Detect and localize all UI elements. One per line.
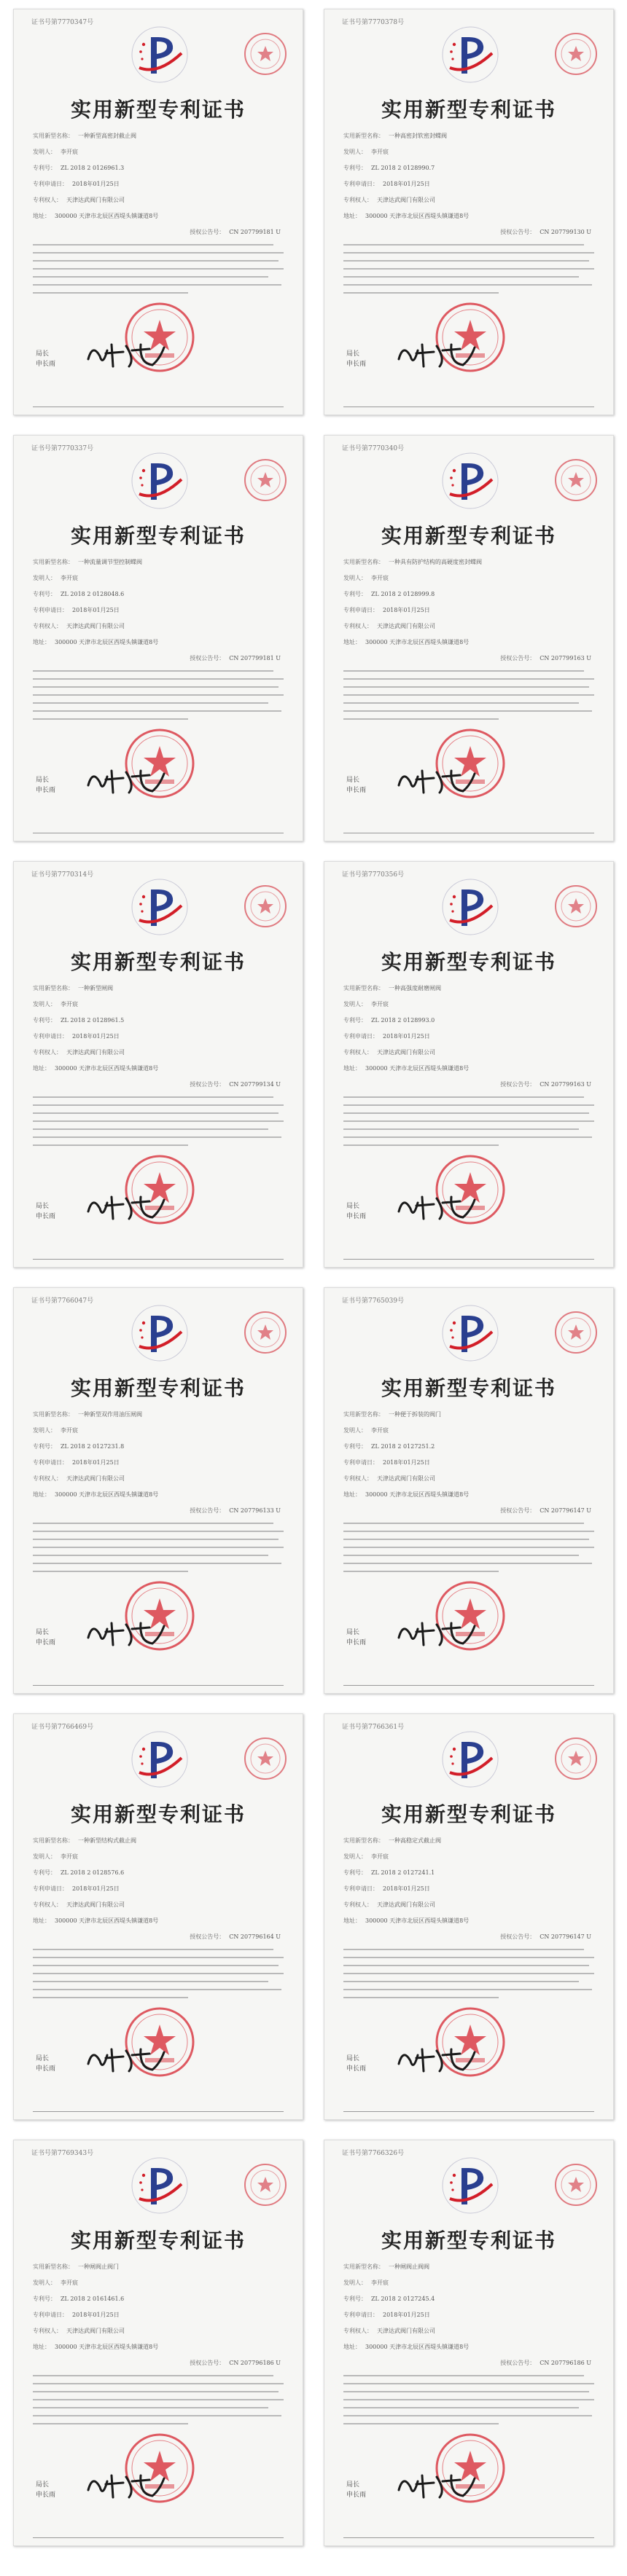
application-date-field: 专利申请日： 2018年01月25日 bbox=[343, 181, 430, 187]
director-block: 局长 申长雨 bbox=[346, 1629, 367, 1646]
director-block: 局长 申长雨 bbox=[346, 2055, 367, 2073]
inventor-field: 发明人： 李开宸 bbox=[33, 2279, 78, 2286]
certificate-body-text bbox=[343, 2375, 594, 2431]
application-date-field: 专利申请日： 2018年01月25日 bbox=[343, 1033, 430, 1040]
patent-number-field: 专利号： ZL 2018 2 0128961.5 bbox=[33, 1017, 125, 1024]
certificate-title: 实用新型专利证书 bbox=[381, 98, 556, 122]
invention-name-field: 实用新型名称： 一种闸阀止阀门 bbox=[33, 2263, 119, 2270]
patent-certificate bbox=[324, 1287, 614, 1694]
patent-certificate bbox=[13, 861, 303, 1268]
invention-name-field: 实用新型名称： 一种新型双作用油压闸阀 bbox=[33, 1411, 142, 1418]
patent-office-logo bbox=[440, 450, 501, 511]
certificate-body-text bbox=[33, 244, 284, 300]
patentee-field: 专利权人： 天津达武阀门有限公司 bbox=[343, 623, 435, 629]
certificate-number: 证书号第7770337号 bbox=[31, 445, 94, 452]
certificate-title: 实用新型专利证书 bbox=[70, 2229, 246, 2253]
director-signature bbox=[394, 1616, 482, 1649]
patent-certificate bbox=[13, 1713, 303, 2120]
inventor-field: 发明人： 李开宸 bbox=[343, 2279, 389, 2286]
patent-certificate bbox=[13, 2140, 303, 2546]
certificate-title: 实用新型专利证书 bbox=[70, 524, 246, 548]
patent-number-field: 专利号： ZL 2018 2 0127241.1 bbox=[343, 1869, 435, 1876]
application-date-field: 专利申请日： 2018年01月25日 bbox=[343, 1459, 430, 1466]
patentee-field: 专利权人： 天津达武阀门有限公司 bbox=[33, 1475, 125, 1482]
address-field: 地址： 300000 天津市北辰区西堤头镇谦道8号 bbox=[343, 2344, 470, 2350]
patent-office-logo bbox=[129, 876, 190, 938]
red-seal-icon bbox=[243, 2162, 288, 2207]
inventor-field: 发明人： 李开宸 bbox=[33, 575, 78, 581]
inventor-field: 发明人： 李开宸 bbox=[343, 575, 389, 581]
director-block: 局长 申长雨 bbox=[346, 350, 367, 368]
patent-number-field: 专利号： ZL 2018 2 0128048.6 bbox=[33, 591, 125, 597]
address-field: 地址： 300000 天津市北辰区西堤头镇谦道8号 bbox=[343, 1065, 470, 1072]
certificate-title: 实用新型专利证书 bbox=[70, 1802, 246, 1826]
director-signature bbox=[394, 337, 482, 371]
authorization-number-field: 授权公告号： CN 207796147 U bbox=[500, 1933, 591, 1940]
footer-divider bbox=[343, 2537, 594, 2538]
certificate-number: 证书号第7770340号 bbox=[342, 445, 405, 452]
patent-number-field: 专利号： ZL 2018 2 0161461.6 bbox=[33, 2296, 125, 2302]
authorization-number-field: 授权公告号： CN 207799134 U bbox=[190, 1081, 281, 1088]
authorization-number-field: 授权公告号： CN 207796186 U bbox=[190, 2360, 281, 2366]
invention-name-field: 实用新型名称： 一种高强度耐磨闸阀 bbox=[343, 985, 441, 991]
director-signature bbox=[394, 763, 482, 797]
footer-divider bbox=[33, 1685, 284, 1686]
red-seal-icon bbox=[243, 458, 288, 503]
director-block: 局长 申长雨 bbox=[36, 777, 56, 794]
patentee-field: 专利权人： 天津达武阀门有限公司 bbox=[33, 1049, 125, 1056]
director-block: 局长 申长雨 bbox=[346, 1203, 367, 1220]
patent-certificate bbox=[324, 861, 614, 1268]
certificate-body-text bbox=[343, 244, 594, 300]
patent-number-field: 专利号： ZL 2018 2 0127245.4 bbox=[343, 2296, 435, 2302]
patent-certificate bbox=[324, 9, 614, 415]
patent-office-logo bbox=[440, 2155, 501, 2216]
patent-number-field: 专利号： ZL 2018 2 0128576.6 bbox=[33, 1869, 125, 1876]
address-field: 地址： 300000 天津市北辰区西堤头镇谦道8号 bbox=[343, 639, 470, 645]
certificate-body-text bbox=[343, 1523, 594, 1579]
invention-name-field: 实用新型名称： 一种高密封软密封蝶阀 bbox=[343, 133, 447, 139]
certificate-title: 实用新型专利证书 bbox=[381, 1802, 556, 1826]
patent-number-field: 专利号： ZL 2018 2 0128999.8 bbox=[343, 591, 435, 597]
patentee-field: 专利权人： 天津达武阀门有限公司 bbox=[343, 2328, 435, 2334]
patentee-field: 专利权人： 天津达武阀门有限公司 bbox=[343, 1049, 435, 1056]
certificate-body-text bbox=[33, 1949, 284, 2005]
red-seal-icon bbox=[243, 1310, 288, 1355]
inventor-field: 发明人： 李开宸 bbox=[33, 1427, 78, 1434]
certificate-body-text bbox=[343, 670, 594, 726]
address-field: 地址： 300000 天津市北辰区西堤头镇谦道8号 bbox=[33, 1491, 159, 1498]
invention-name-field: 实用新型名称： 一种新型闸阀 bbox=[33, 985, 113, 991]
footer-divider bbox=[33, 2537, 284, 2538]
authorization-number-field: 授权公告号： CN 207799130 U bbox=[500, 229, 591, 235]
certificate-body-text bbox=[33, 2375, 284, 2431]
footer-divider bbox=[343, 2111, 594, 2112]
patent-certificate bbox=[324, 1713, 614, 2120]
certificate-title: 实用新型专利证书 bbox=[70, 950, 246, 974]
red-seal-icon bbox=[243, 31, 288, 76]
director-signature bbox=[84, 1616, 171, 1649]
authorization-number-field: 授权公告号： CN 207796186 U bbox=[500, 2360, 591, 2366]
patent-office-logo bbox=[440, 1729, 501, 1790]
director-block: 局长 申长雨 bbox=[346, 2481, 367, 2499]
certificate-title: 实用新型专利证书 bbox=[381, 524, 556, 548]
patentee-field: 专利权人： 天津达武阀门有限公司 bbox=[343, 1475, 435, 1482]
inventor-field: 发明人： 李开宸 bbox=[343, 149, 389, 155]
certificate-number: 证书号第7766469号 bbox=[31, 1724, 94, 1731]
invention-name-field: 实用新型名称： 一种高稳定式截止阀 bbox=[343, 1837, 441, 1844]
patent-certificate bbox=[13, 9, 303, 415]
director-block: 局长 申长雨 bbox=[36, 350, 56, 368]
inventor-field: 发明人： 李开宸 bbox=[343, 1001, 389, 1008]
certificate-body-text bbox=[33, 1523, 284, 1579]
director-block: 局长 申长雨 bbox=[36, 2481, 56, 2499]
certificate-number: 证书号第7766361号 bbox=[342, 1724, 405, 1731]
certificate-number: 证书号第7766326号 bbox=[342, 2150, 405, 2157]
patentee-field: 专利权人： 天津达武阀门有限公司 bbox=[33, 2328, 125, 2334]
director-signature bbox=[394, 2042, 482, 2076]
patent-office-logo bbox=[129, 1303, 190, 1364]
certificate-number: 证书号第7770356号 bbox=[342, 871, 405, 879]
authorization-number-field: 授权公告号： CN 207796147 U bbox=[500, 1507, 591, 1514]
director-signature bbox=[84, 1190, 171, 1223]
red-seal-icon bbox=[553, 1736, 599, 1781]
address-field: 地址： 300000 天津市北辰区西堤头镇谦道8号 bbox=[33, 213, 159, 219]
patent-number-field: 专利号： ZL 2018 2 0128990.7 bbox=[343, 165, 435, 171]
application-date-field: 专利申请日： 2018年01月25日 bbox=[343, 607, 430, 613]
authorization-number-field: 授权公告号： CN 207796133 U bbox=[190, 1507, 281, 1514]
patentee-field: 专利权人： 天津达武阀门有限公司 bbox=[33, 623, 125, 629]
application-date-field: 专利申请日： 2018年01月25日 bbox=[33, 2312, 120, 2318]
authorization-number-field: 授权公告号： CN 207799163 U bbox=[500, 655, 591, 661]
patent-number-field: 专利号： ZL 2018 2 0128993.0 bbox=[343, 1017, 435, 1024]
certificate-number: 证书号第7770378号 bbox=[342, 19, 405, 26]
patent-number-field: 专利号： ZL 2018 2 0127231.8 bbox=[33, 1443, 125, 1450]
director-block: 局长 申长雨 bbox=[36, 1203, 56, 1220]
director-block: 局长 申长雨 bbox=[36, 1629, 56, 1646]
certificate-number: 证书号第7765039号 bbox=[342, 1297, 405, 1305]
director-block: 局长 申长雨 bbox=[346, 777, 367, 794]
red-seal-icon bbox=[553, 458, 599, 503]
red-seal-icon bbox=[243, 884, 288, 929]
patentee-field: 专利权人： 天津达武阀门有限公司 bbox=[343, 197, 435, 203]
certificate-title: 实用新型专利证书 bbox=[381, 2229, 556, 2253]
footer-divider bbox=[343, 1685, 594, 1686]
address-field: 地址： 300000 天津市北辰区西堤头镇谦道8号 bbox=[343, 1917, 470, 1924]
address-field: 地址： 300000 天津市北辰区西堤头镇谦道8号 bbox=[343, 213, 470, 219]
invention-name-field: 实用新型名称： 一种新型高密封截止阀 bbox=[33, 133, 136, 139]
certificate-title: 实用新型专利证书 bbox=[381, 950, 556, 974]
footer-divider bbox=[33, 1259, 284, 1260]
director-signature bbox=[84, 763, 171, 797]
patent-office-logo bbox=[440, 876, 501, 938]
application-date-field: 专利申请日： 2018年01月25日 bbox=[33, 607, 120, 613]
footer-divider bbox=[33, 2111, 284, 2112]
authorization-number-field: 授权公告号： CN 207799163 U bbox=[500, 1081, 591, 1088]
patent-number-field: 专利号： ZL 2018 2 0126961.3 bbox=[33, 165, 125, 171]
patent-office-logo bbox=[129, 1729, 190, 1790]
patent-number-field: 专利号： ZL 2018 2 0127251.2 bbox=[343, 1443, 435, 1450]
patent-certificate bbox=[324, 435, 614, 841]
application-date-field: 专利申请日： 2018年01月25日 bbox=[33, 181, 120, 187]
address-field: 地址： 300000 天津市北辰区西堤头镇谦道8号 bbox=[33, 1917, 159, 1924]
footer-divider bbox=[343, 1259, 594, 1260]
red-seal-icon bbox=[553, 884, 599, 929]
address-field: 地址： 300000 天津市北辰区西堤头镇谦道8号 bbox=[343, 1491, 470, 1498]
invention-name-field: 实用新型名称： 一种流量调节型控制蝶阀 bbox=[33, 559, 142, 565]
authorization-number-field: 授权公告号： CN 207799181 U bbox=[190, 655, 281, 661]
authorization-number-field: 授权公告号： CN 207799181 U bbox=[190, 229, 281, 235]
patent-office-logo bbox=[129, 24, 190, 85]
certificate-body-text bbox=[343, 1096, 594, 1152]
application-date-field: 专利申请日： 2018年01月25日 bbox=[33, 1885, 120, 1892]
director-signature bbox=[394, 2468, 482, 2502]
red-seal-icon bbox=[553, 2162, 599, 2207]
red-seal-icon bbox=[553, 31, 599, 76]
director-signature bbox=[84, 2042, 171, 2076]
director-signature bbox=[84, 337, 171, 371]
red-seal-icon bbox=[243, 1736, 288, 1781]
director-signature bbox=[84, 2468, 171, 2502]
patentee-field: 专利权人： 天津达武阀门有限公司 bbox=[343, 1901, 435, 1908]
patent-certificate bbox=[13, 435, 303, 841]
certificate-title: 实用新型专利证书 bbox=[70, 98, 246, 122]
invention-name-field: 实用新型名称： 一种具有防护结构的高硬度密封蝶阀 bbox=[343, 559, 482, 565]
patent-office-logo bbox=[129, 450, 190, 511]
patent-office-logo bbox=[440, 1303, 501, 1364]
certificate-body-text bbox=[343, 1949, 594, 2005]
invention-name-field: 实用新型名称： 一种新型结构式截止阀 bbox=[33, 1837, 136, 1844]
certificate-title: 实用新型专利证书 bbox=[70, 1376, 246, 1400]
application-date-field: 专利申请日： 2018年01月25日 bbox=[33, 1459, 120, 1466]
inventor-field: 发明人： 李开宸 bbox=[33, 1001, 78, 1008]
certificate-title: 实用新型专利证书 bbox=[381, 1376, 556, 1400]
invention-name-field: 实用新型名称： 一种闸阀止阀阀 bbox=[343, 2263, 429, 2270]
patentee-field: 专利权人： 天津达武阀门有限公司 bbox=[33, 1901, 125, 1908]
patent-office-logo bbox=[440, 24, 501, 85]
patent-certificate bbox=[13, 1287, 303, 1694]
inventor-field: 发明人： 李开宸 bbox=[343, 1427, 389, 1434]
address-field: 地址： 300000 天津市北辰区西堤头镇谦道8号 bbox=[33, 2344, 159, 2350]
inventor-field: 发明人： 李开宸 bbox=[33, 1853, 78, 1860]
certificate-number: 证书号第7769343号 bbox=[31, 2150, 94, 2157]
patent-office-logo bbox=[129, 2155, 190, 2216]
application-date-field: 专利申请日： 2018年01月25日 bbox=[343, 1885, 430, 1892]
inventor-field: 发明人： 李开宸 bbox=[33, 149, 78, 155]
certificate-number: 证书号第7766047号 bbox=[31, 1297, 94, 1305]
patent-certificate bbox=[324, 2140, 614, 2546]
inventor-field: 发明人： 李开宸 bbox=[343, 1853, 389, 1860]
application-date-field: 专利申请日： 2018年01月25日 bbox=[33, 1033, 120, 1040]
patentee-field: 专利权人： 天津达武阀门有限公司 bbox=[33, 197, 125, 203]
certificate-body-text bbox=[33, 670, 284, 726]
address-field: 地址： 300000 天津市北辰区西堤头镇谦道8号 bbox=[33, 639, 159, 645]
director-signature bbox=[394, 1190, 482, 1223]
authorization-number-field: 授权公告号： CN 207796164 U bbox=[190, 1933, 281, 1940]
red-seal-icon bbox=[553, 1310, 599, 1355]
certificate-body-text bbox=[33, 1096, 284, 1152]
certificate-number: 证书号第7770314号 bbox=[31, 871, 94, 879]
certificate-number: 证书号第7770347号 bbox=[31, 19, 94, 26]
director-block: 局长 申长雨 bbox=[36, 2055, 56, 2073]
address-field: 地址： 300000 天津市北辰区西堤头镇谦道8号 bbox=[33, 1065, 159, 1072]
application-date-field: 专利申请日： 2018年01月25日 bbox=[343, 2312, 430, 2318]
invention-name-field: 实用新型名称： 一种便于拆装的阀门 bbox=[343, 1411, 441, 1418]
